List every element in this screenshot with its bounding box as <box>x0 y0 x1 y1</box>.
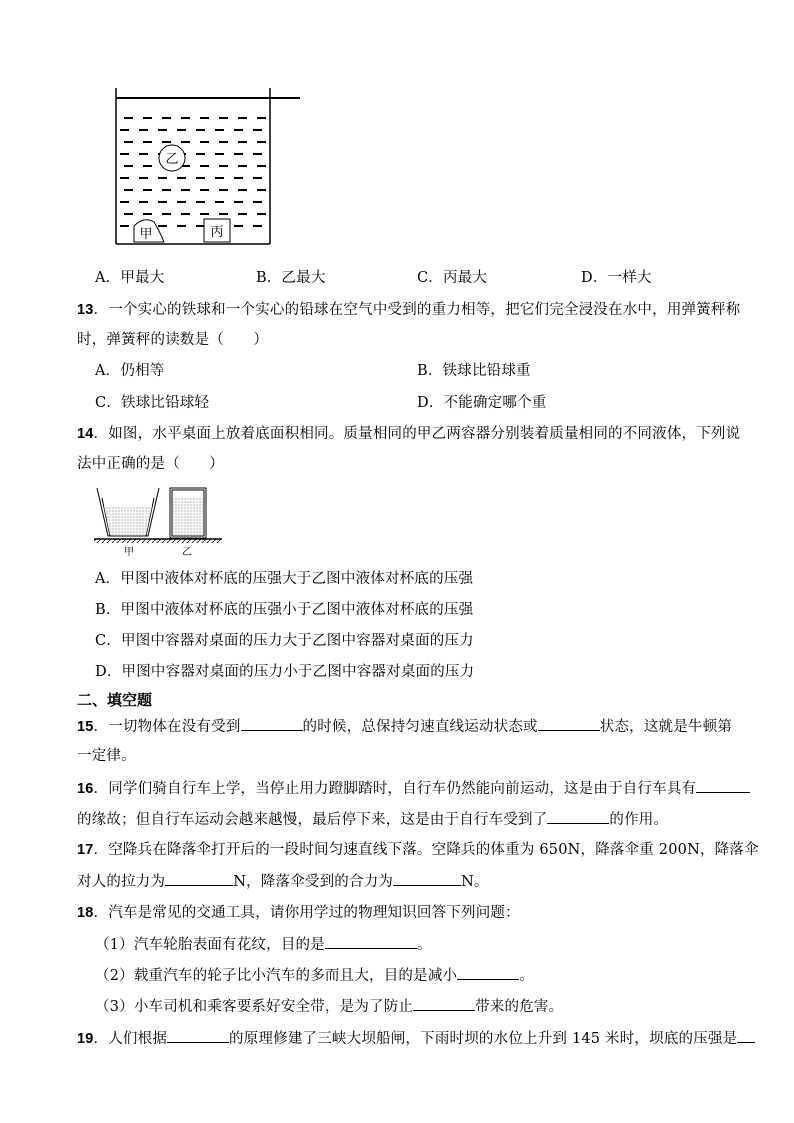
q16-text2: 的缘故；但自行车运动会越来越慢，最后停下来，这是由于自行车受到了 <box>77 812 548 828</box>
q15-number: 15 <box>77 719 94 735</box>
q15-text1: ．一切物体在没有受到 <box>93 719 241 735</box>
figure-q14-containers <box>94 486 234 558</box>
q16-line1 <box>77 778 750 799</box>
q19-line1 <box>77 1028 755 1049</box>
q15-line2: 一定律。 <box>77 748 136 764</box>
q18-sub2-end: 。 <box>519 968 534 984</box>
q16-number: 16 <box>77 781 94 797</box>
q17-text2: 对人的拉力为 <box>77 874 166 890</box>
q16-blank2[interactable] <box>547 809 609 824</box>
q17-text4: N。 <box>461 874 489 890</box>
q15-text2: 的时候，总保持匀速直线运动状态或 <box>302 719 538 735</box>
q17-blank1[interactable] <box>165 871 233 886</box>
q14-option-d: D．甲图中容器对桌面的压力小于乙图中容器对桌面的压力 <box>95 664 475 680</box>
q13-option-a: A．仍相等 <box>95 363 165 379</box>
q14-number: 14 <box>77 426 94 442</box>
q15-text3: 状态，这就是牛顿第 <box>599 719 733 735</box>
q19-blank2[interactable] <box>737 1028 755 1043</box>
q18-sub3 <box>95 996 563 1017</box>
figure-q12-container <box>110 88 310 250</box>
q13-text1: ．一个实心的铁球和一个实心的铅球在空气中受到的重力相等，把它们完全浸没在水中，用弹簧秤称 <box>93 302 741 318</box>
q14-text1: ．如图，水平桌面上放着底面积相同。质量相同的甲乙两容器分别装着质量相同的不同液体，下列说 <box>93 426 741 442</box>
q13-option-d: D．不能确定哪个重 <box>417 395 547 411</box>
q14-option-c: C．甲图中容器对桌面的压力大于乙图中容器对桌面的压力 <box>95 633 474 649</box>
q15-blank2[interactable] <box>538 716 600 731</box>
section-heading-fill-in: 二、填空题 <box>77 691 153 709</box>
label-yi-container: 乙 <box>182 547 192 558</box>
q15-line1 <box>77 716 732 737</box>
q18-blank3[interactable] <box>413 996 475 1011</box>
label-jia: 甲 <box>139 227 153 242</box>
q18-blank1[interactable] <box>325 934 417 949</box>
label-jia-container: 甲 <box>124 547 134 558</box>
q16-text3: 的作用。 <box>609 812 669 828</box>
q19-number: 19 <box>77 1031 94 1047</box>
q13-option-c: C．铁球比铅球轻 <box>95 395 210 411</box>
q18-stem <box>77 903 520 923</box>
q17-text3: N，降落伞受到的合力为 <box>233 874 394 890</box>
q12-option-c: C．丙最大 <box>417 270 488 286</box>
q16-text1: ．同学们骑自行车上学，当停止用力蹬脚踏时，自行车仍然能向前运动，这是由于自行车具有 <box>93 781 697 797</box>
q12-option-d: D．一样大 <box>581 270 652 286</box>
q15-blank1[interactable] <box>241 716 303 731</box>
q14-option-b: B．甲图中液体对杯底的压强小于乙图中液体对杯底的压强 <box>95 602 474 618</box>
q17-number: 17 <box>77 842 94 858</box>
q17-text1: ．空降兵在降落伞打开后的一段时间匀速直线下落。空降兵的体重为 650N，降落伞重 200N，降落伞 <box>93 842 759 858</box>
label-yi: 乙 <box>165 152 179 167</box>
q19-text1: ．人们根据 <box>93 1031 168 1047</box>
q18-blank2[interactable] <box>457 965 519 980</box>
q18-number: 18 <box>77 905 94 921</box>
q13-option-b: B．铁球比铅球重 <box>417 363 531 379</box>
label-bing: 丙 <box>210 225 224 240</box>
q18-sub1-end: 。 <box>416 937 432 953</box>
q16-line2 <box>77 809 668 830</box>
q17-blank2[interactable] <box>393 871 461 886</box>
q18-text1: ．汽车是常见的交通工具，请你用学过的物理知识回答下列问题： <box>93 905 520 921</box>
q14-stem-line2: 法中正确的是（ ） <box>77 456 224 472</box>
q18-sub2 <box>95 965 534 986</box>
q14-stem-line1 <box>77 424 740 444</box>
q16-blank1[interactable] <box>696 778 750 793</box>
q19-text2: 的原理修建了三峡大坝船闸，下雨时坝的水位上升到 145 米时，坝底的压强是 <box>229 1031 738 1047</box>
q18-sub2-text: （2）载重汽车的轮子比小汽车的多而且大，目的是减小 <box>95 968 458 984</box>
q19-blank1[interactable] <box>167 1028 229 1043</box>
q17-line1 <box>77 840 759 860</box>
q18-sub1 <box>95 934 432 955</box>
q12-option-a: A．甲最大 <box>95 270 165 286</box>
q13-stem-line1 <box>77 300 740 320</box>
q14-option-a: A．甲图中液体对杯底的压强大于乙图中液体对杯底的压强 <box>95 571 474 587</box>
q17-line2 <box>77 871 489 892</box>
q18-sub1-text: （1）汽车轮胎表面有花纹，目的是 <box>95 937 325 953</box>
q13-stem-line2: 时，弹簧秤的读数是（ ） <box>77 332 269 348</box>
q12-option-b: B．乙最大 <box>256 270 326 286</box>
q18-sub3-end: 带来的危害。 <box>475 999 564 1015</box>
q18-sub3-text: （3）小车司机和乘客要系好安全带，是为了防止 <box>95 999 414 1015</box>
q13-number: 13 <box>77 302 94 318</box>
